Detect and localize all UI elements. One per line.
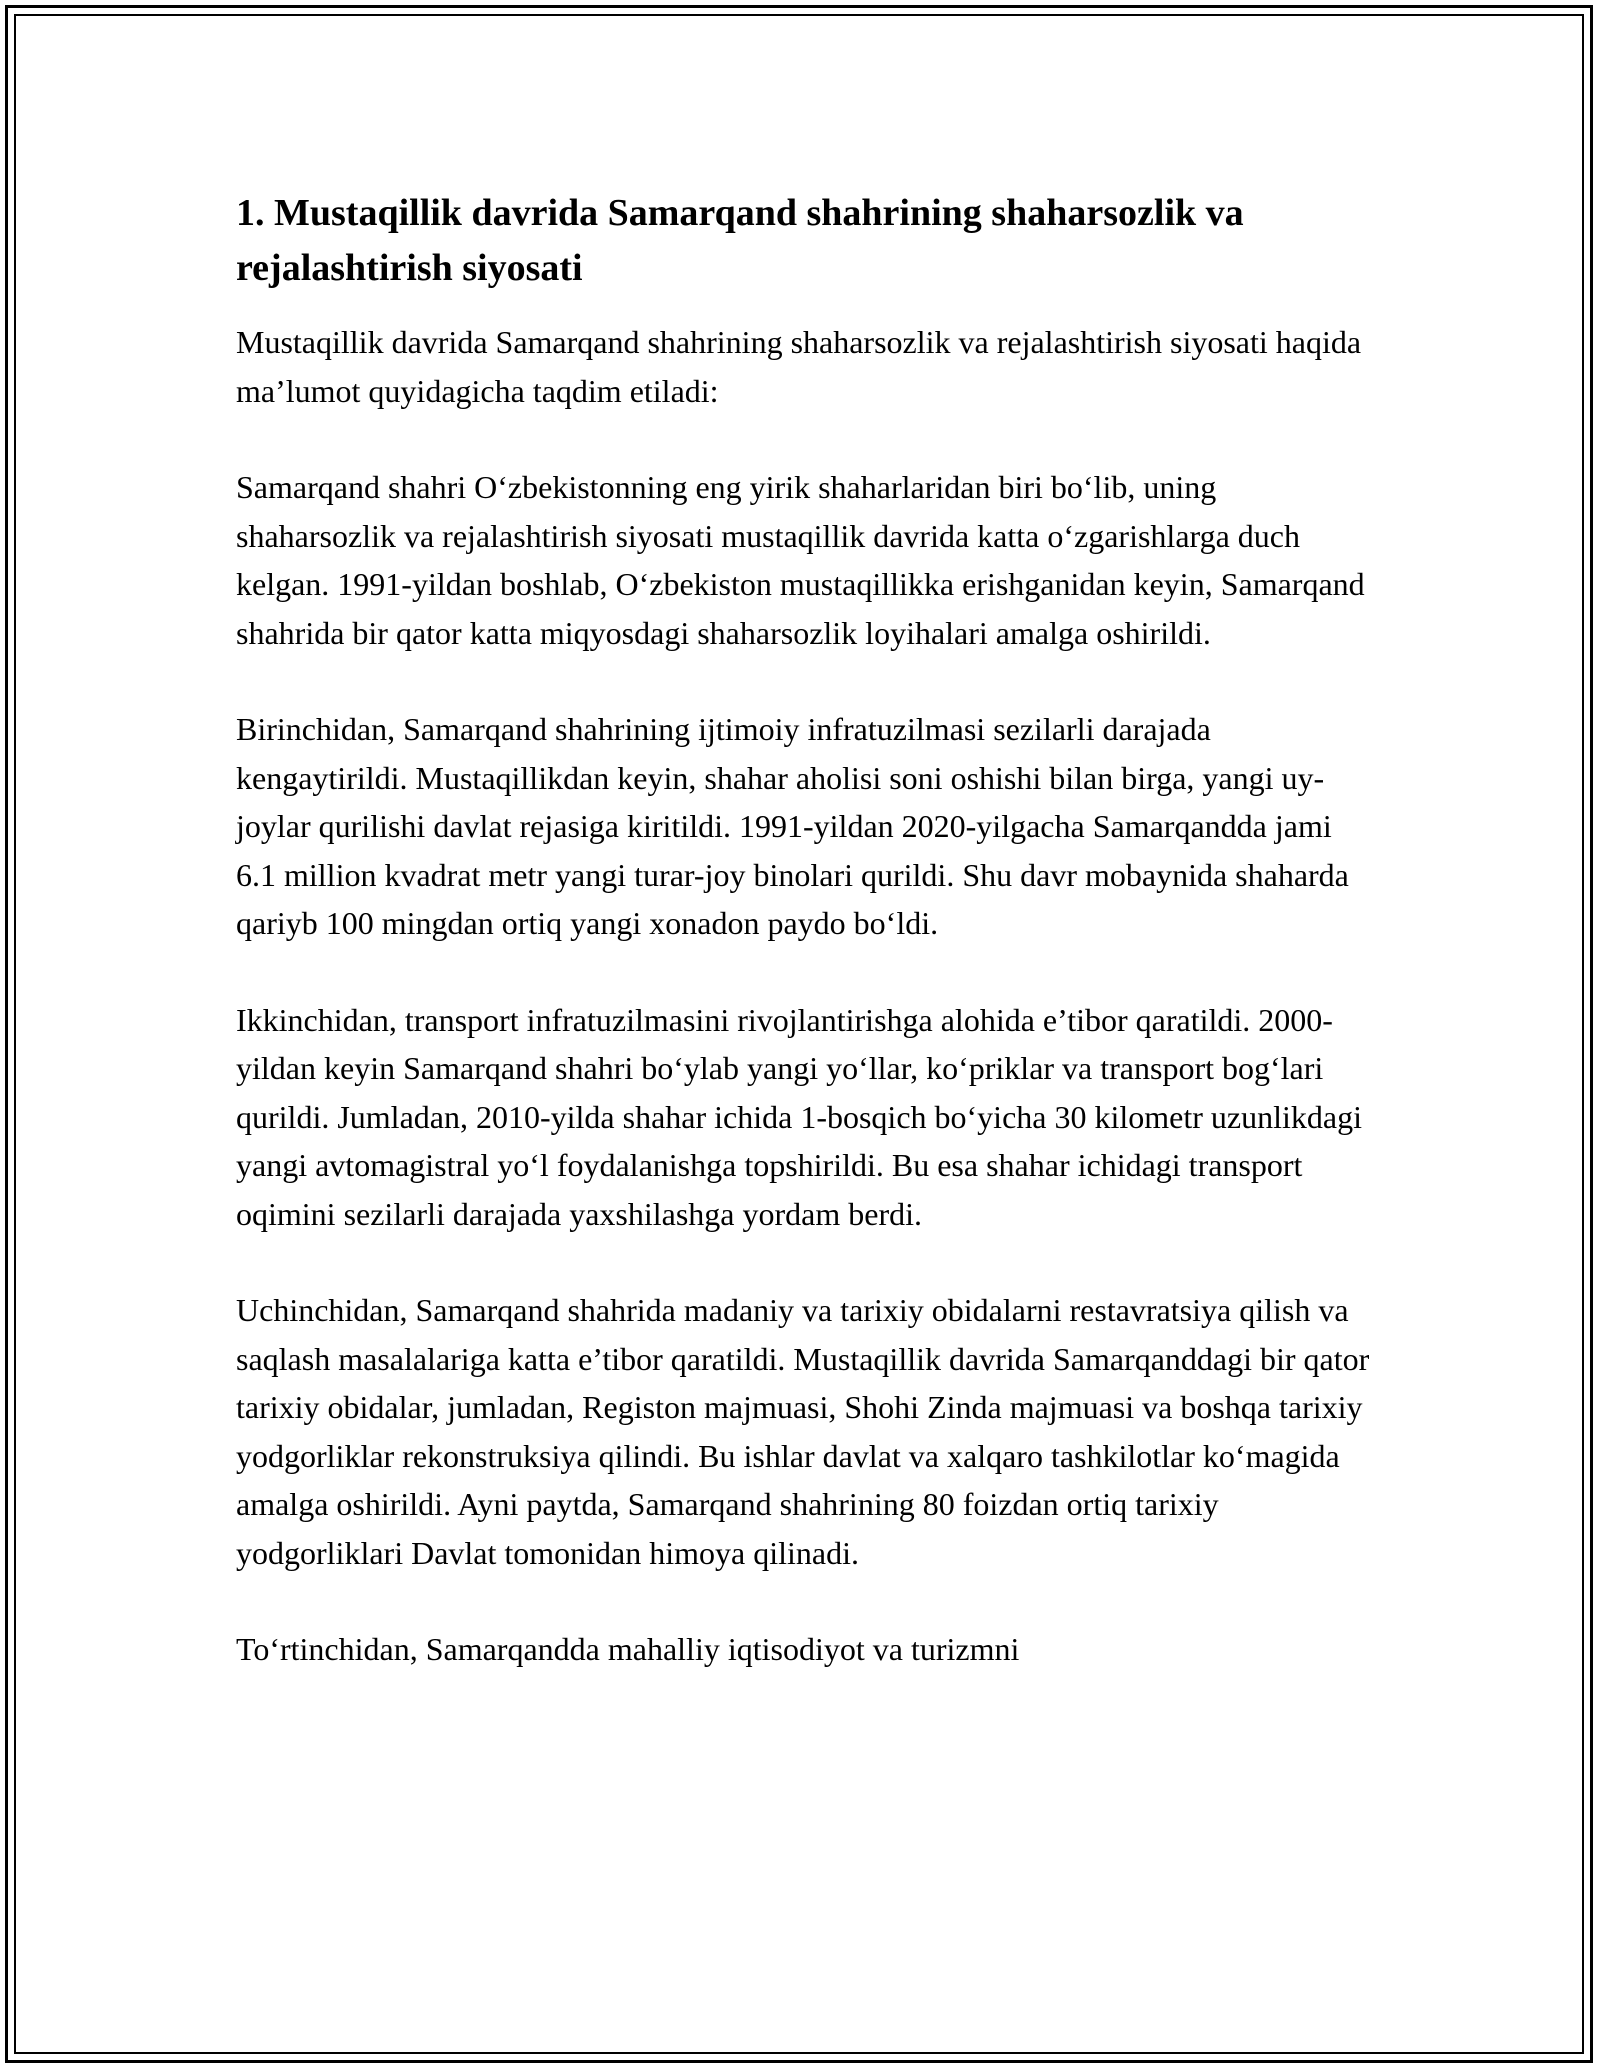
document-body — [236, 186, 1376, 1722]
paragraph-third: Uchinchidan, Samarqand shahrida madaniy va tarixiy obidalarni restavratsiya qilish va saqlash masalalariga katta e’tibor qaratildi. Mustaqillik davrida Samarqanddagi bir qator tarixiy obidalar, jumladan, Registon majmuasi, Shohi Zinda majmuasi va boshqa tarixiy yodgorliklar rekonstruksiya qilindi. Bu ishlar davlat va xalqaro tashkilotlar ko‘magida amalga oshirildi. Ayni paytda, Samarqand shahrining 80 foizdan ortiq tarixiy yodgorliklari Davlat tomonidan himoya qilinadi. — [236, 1292, 1370, 1571]
section-heading: 1. Mustaqillik davrida Samarqand shahrining shaharsozlik va rejalashtirish siyosati — [236, 192, 1244, 289]
paragraph-first: Birinchidan, Samarqand shahrining ijtimoiy infratuzilmasi sezilarli darajada kengaytirildi. Mustaqillikdan keyin, shahar aholisi soni oshishi bilan birga, yangi uy-joylar qurilishi davlat rejasiga kiritildi. 1991-yildan 2020-yilgacha Samarqandda jami 6.1 million kvadrat metr yangi turar-joy binolari qurildi. Shu davr mobaynida shaharda qariyb 100 mingdan ortiq yangi xonadon paydo bo‘ldi. — [236, 711, 1349, 941]
paragraph-second: Ikkinchidan, transport infratuzilmasini rivojlantirishga alohida e’tibor qaratildi. 2000-yildan keyin Samarqand shahri bo‘ylab yangi yo‘llar, ko‘priklar va transport bog‘lari qurildi. Jumladan, 2010-yilda shahar ichida 1-bosqich bo‘yicha 30 kilometr uzunlikdagi yangi avtomagistral yo‘l foydalanishga topshirildi. Bu esa shahar ichidagi transport oqimini sezilarli darajada yaxshilashga yordam berdi. — [236, 1001, 1362, 1232]
paragraph-intro: Mustaqillik davrida Samarqand shahrining shaharsozlik va rejalashtirish siyosati haqida ma’lumot quyidagicha taqdim etiladi: — [236, 324, 1362, 409]
paragraph-overview: Samarqand shahri O‘zbekistonning eng yirik shaharlaridan biri bo‘lib, uning shaharsozlik va rejalashtirish siyosati mustaqillik davrida katta o‘zgarishlarga duch kelgan. 1991-yildan boshlab, O‘zbekiston mustaqillikka erishganidan keyin, Samarqand shahrida bir qator katta miqyosdagi shaharsozlik loyihalari amalga oshirildi. — [236, 469, 1365, 651]
paragraph-fourth: To‘rtinchidan, Samarqandda mahalliy iqtisodiyot va turizmni — [236, 1631, 1020, 1667]
